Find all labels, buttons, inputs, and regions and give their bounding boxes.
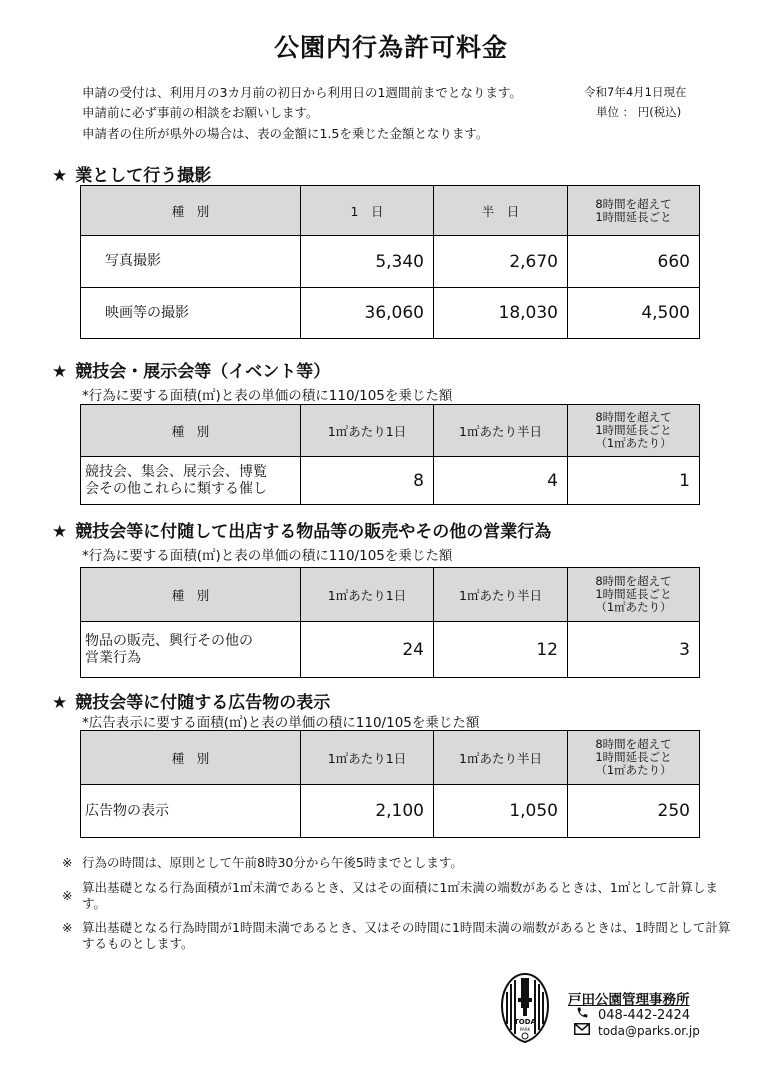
as-of-date: 令和7年4月1日現在 (580, 84, 686, 100)
section-heading-sales (52, 517, 551, 542)
fee-extension: 3 (568, 622, 700, 678)
mail-icon (574, 1023, 590, 1038)
fee-half-day: 18,030 (434, 288, 568, 339)
table-row (81, 457, 700, 505)
column-header-day: 1 日 (301, 186, 434, 236)
logo-subtext: PARK (519, 1027, 531, 1032)
logo-text: TODA (514, 1018, 536, 1026)
note-text: 算出基礎となる行為面積が1㎡未満であるとき、又はその面積に1㎡未満の端数があるときは、1㎡として計算します。 (82, 880, 718, 911)
fee-half-day: 4 (434, 457, 568, 505)
column-header-type: 種 別 (81, 568, 301, 622)
fee-half-day: 1,050 (434, 785, 568, 838)
fee-table-sales (80, 567, 700, 678)
table-row (81, 622, 700, 678)
fee-table-events (80, 404, 700, 505)
row-type: 物品の販売、興行その他の 営業行為 (81, 622, 301, 678)
row-type: 映画等の撮影 (81, 288, 301, 339)
column-header-per-sqm-half-day: 1㎡あたり半日 (434, 405, 568, 457)
intro-line-2: 申請前に必ず事前の相談をお願いします。 (82, 105, 319, 120)
column-header-type: 種 別 (81, 731, 301, 785)
fee-half-day: 2,670 (434, 236, 568, 288)
section-title: 業として行う撮影 (75, 166, 212, 186)
section-heading-photography (52, 161, 211, 186)
column-header-per-sqm-day: 1㎡あたり1日 (301, 568, 434, 622)
note-mark: ※ (62, 920, 73, 935)
fee-day: 2,100 (301, 785, 434, 838)
star-icon: ★ (52, 166, 68, 186)
star-icon: ★ (52, 693, 68, 713)
column-header-per-sqm-day: 1㎡あたり1日 (301, 405, 434, 457)
column-header-extension: 8時間を超えて 1時間延長ごと （1㎡あたり） (568, 731, 700, 785)
phone-line (574, 1006, 690, 1023)
section-heading-events (52, 357, 330, 382)
note-mark: ※ (62, 888, 73, 903)
column-header-extension: 8時間を超えて 1時間延長ごと （1㎡あたり） (568, 568, 700, 622)
row-type: 広告物の表示 (81, 785, 301, 838)
row-type: 写真撮影 (81, 236, 301, 288)
star-icon: ★ (52, 362, 68, 382)
fee-table-photography (80, 185, 700, 339)
intro-line-3: 申請者の住所が県外の場合は、表の金額に1.5を乗じた金額となります。 (82, 126, 489, 141)
column-header-per-sqm-day: 1㎡あたり1日 (301, 731, 434, 785)
section-heading-advertising (52, 688, 330, 713)
star-icon: ★ (52, 522, 68, 542)
section-title: 競技会等に付随する広告物の表示 (75, 693, 331, 713)
table-row (81, 785, 700, 838)
table-header-row (81, 405, 700, 457)
fee-day: 36,060 (301, 288, 434, 339)
column-header-per-sqm-half-day: 1㎡あたり半日 (434, 568, 568, 622)
email-address[interactable]: toda@parks.or.jp (598, 1024, 700, 1038)
column-header-extension: 8時間を超えて 1時間延長ごと （1㎡あたり） (568, 405, 700, 457)
fee-day: 24 (301, 622, 434, 678)
table-row (81, 236, 700, 288)
note-mark: ※ (62, 855, 73, 870)
table-header-row (81, 731, 700, 785)
note-item (62, 880, 732, 912)
section-title: 競技会・展示会等（イベント等） (75, 362, 331, 382)
table-header-row (81, 568, 700, 622)
phone-number: 048-442-2424 (598, 1008, 691, 1023)
email-line (574, 1023, 700, 1038)
column-header-type: 種 別 (81, 186, 301, 236)
note-item (62, 855, 732, 871)
fee-extension: 4,500 (568, 288, 700, 339)
fee-extension: 1 (568, 457, 700, 505)
unit-note: 単位 ： 円(税込) (596, 105, 682, 119)
office-name: 戸田公園管理事務所 (568, 992, 690, 1008)
fee-day: 5,340 (301, 236, 434, 288)
toda-park-logo (494, 972, 556, 1048)
fee-extension: 660 (568, 236, 700, 288)
note-item (62, 920, 732, 952)
intro-line-1: 申請の受付は、利用月の3カ月前の初日から利用日の1週間前までとなります。 (82, 85, 522, 100)
page-title: 公園内行為許可料金 (273, 33, 508, 62)
table-header-row (81, 186, 700, 236)
formula-note: *行為に要する面積(㎡)と表の単価の積に110/105を乗じた額 (82, 548, 453, 564)
phone-icon (574, 1006, 590, 1023)
note-text: 算出基礎となる行為時間が1時間未満であるとき、又はその時間に1時間未満の端数があるときは、1時間として計算するものとします。 (82, 920, 731, 951)
column-header-half-day: 半 日 (434, 186, 568, 236)
table-row (81, 288, 700, 339)
formula-note: *広告表示に要する面積(㎡)と表の単価の積に110/105を乗じた額 (82, 715, 480, 731)
fee-day: 8 (301, 457, 434, 505)
fee-half-day: 12 (434, 622, 568, 678)
column-header-type: 種 別 (81, 405, 301, 457)
section-title: 競技会等に付随して出店する物品等の販売やその他の営業行為 (75, 522, 552, 542)
note-text: 行為の時間は、原則として午前8時30分から午後5時までとします。 (82, 855, 463, 870)
fee-extension: 250 (568, 785, 700, 838)
formula-note: *行為に要する面積(㎡)と表の単価の積に110/105を乗じた額 (82, 388, 453, 404)
column-header-per-sqm-half-day: 1㎡あたり半日 (434, 731, 568, 785)
fee-table-advertising (80, 730, 700, 838)
row-type: 競技会、集会、展示会、博覧 会その他これらに類する催し (81, 457, 301, 505)
column-header-extension: 8時間を超えて 1時間延長ごと (568, 186, 700, 236)
